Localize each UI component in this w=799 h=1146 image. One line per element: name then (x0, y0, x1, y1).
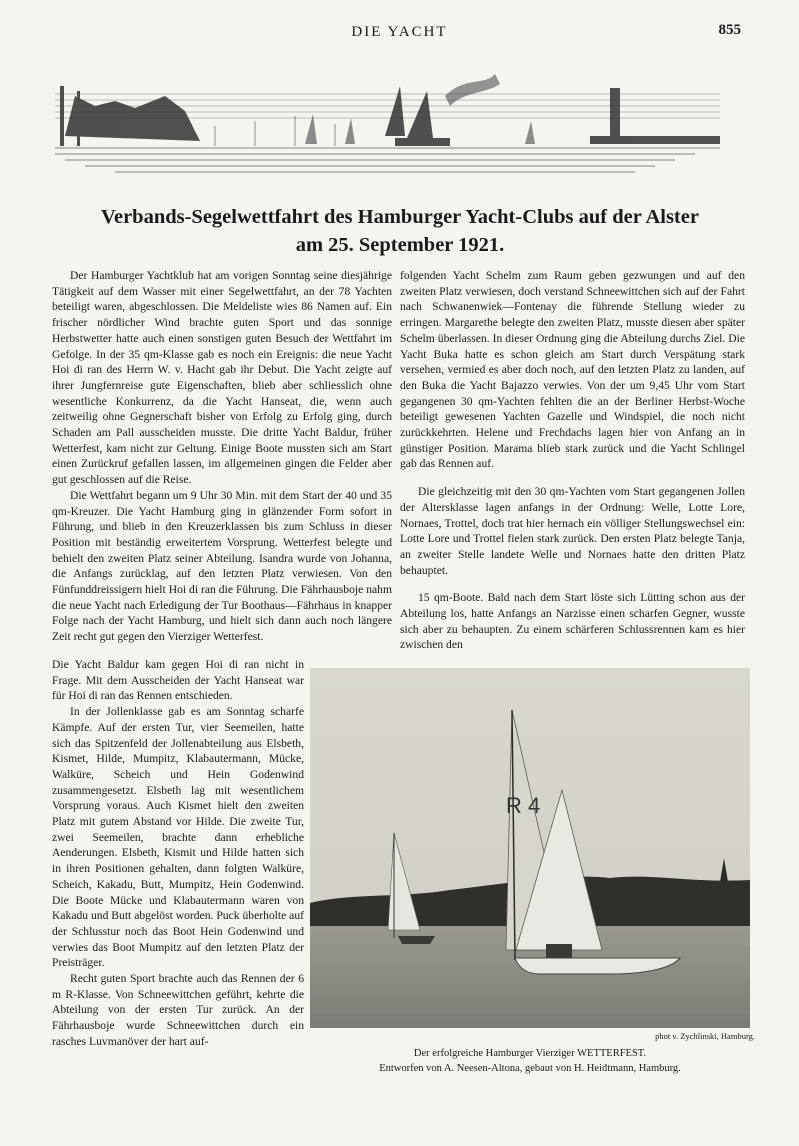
title-line-2: am 25. September 1921. (295, 234, 505, 256)
harbour-illustration (55, 66, 720, 186)
paragraph: Die Wettfahrt begann um 9 Uhr 30 Min. mit dem Start der 40 und 35 qm-Kreuzer. Die Yacht Hamburg ging in glänzender Form sofort in Führung, und blieb in den Kreuzerklassen bis zum Schluss in dieser Position mit beständig erweitertem Vorsprung. Wetterfest belegte und behielt den zweiten Platz seiner Abteilung. Isandra wurde von Johanna, die Anfangs zurücklag, auf den letzten Platz verwiesen. Von den Fünfunddreissigern hielt Hoi di ran die Führung. Die Fährhausboje nahm die neue Yacht nach Erledigung der Tur Boothaus—Fährhaus in knapper Folge nach der Yacht Hamburg, und hielt sich dann auch noch längere Zeit recht gut gegen den Vierziger Wetterfest. (52, 488, 392, 644)
right-column (400, 268, 745, 658)
paragraph: In der Jollenklasse gab es am Sonntag scharfe Kämpfe. Auf der ersten Tur, vier Seemeilen, hatte sich das Spitzenfeld der Jollenabteilung aus Elsbeth, Kismet, Hilde, Mumpitz, Klabautermann, Mücke, Walküre, Scheich und Hein Godenwind zusammengesetzt. Elsbeth lag mit wesentlichem Vorsprung voraus. Auch Kismet hielt den zweiten Platz mit gutem Abstand vor Hilde. Die zweite Tur, zwei Seemeilen, brachte dann erhebliche Aenderungen. Elsbeth, Kismit und Hilde hatten sich in ihren Positionen gehalten, dann folgten Walküre, Scheich, Kakadu, Butt, Mumpitz, Hein Godenwind. Die Boote Mücke und Klabautermann waren von Kakadu und Butt abgelöst worden. Puck überholte auf der Schlusstur noch das Boot Hein Godenwind und verwies das Boot Mumpitz auf den letzten Platz der Preisträger. (52, 705, 304, 970)
title-line-1: Verbands-Segelwettfahrt des Hamburger Yacht-Clubs auf der Alster (101, 206, 699, 228)
photo-credit: phot v. Zychlinski, Hamburg. (655, 1031, 755, 1041)
paragraph: Der Hamburger Yachtklub hat am vorigen Sonntag seine diesjährige Tätigkeit auf dem Wasser mit einer Segelwettfahrt, an der 78 Yachten beteiligt waren, abgeschlossen. Die Meldeliste wies 86 Namen auf. Ein frischer nördlicher Wind brachte guten Sport und das sonnige Herbstwetter hatte auch einen sonstigen guten Besuch der Wettfahrt im Gefolge. In der 35 qm-Klasse gab es noch ein Ereignis: die neue Yacht Hoi di ran des Herrn W. v. Hacht gab ihr Debut. Die Yacht zeigte auf ihrer Jungfernreise gute Eigenschaften, blieb aber schliesslich ohne wesentliche Konkurrenz, da die Yacht Hanseat, die, wenn auch zeitweilig ohne Gegnerschaft bisher von Erfolg zu Erfolg ging, durch Schaden am Pall ausscheiden musste. Die dritte Yacht Baldur, früher Wetterfest, kam nicht zur Geltung. Einige Boote mussten sich am Start einen Zurückruf gefallen lassen, im allgemeinen gingen die Felder aber gut geschlossen auf die Reise. (52, 269, 392, 487)
page-number: 855 (718, 22, 741, 38)
paragraph: Recht guten Sport brachte auch das Rennen der 6 m R-Klasse. Von Schneewittchen geführt, kehrte die Abteilung von der ersten Tur zurück. An der Fährhausboje wurde Schneewittchen durch ein rasches Luvmanöver der hart auf- (52, 972, 304, 1048)
sail-number: R 4 (506, 793, 541, 818)
paragraph: 15 qm-Boote. Bald nach dem Start löste sich Lütting schon aus der Abteilung los, hatte Anfangs an Narzisse einen scharfen Gegner, wusste sich aber zu behaupten. Zu einem schärferen Schlussrennen kam es hier zwischen den (400, 591, 745, 652)
narrow-column (52, 657, 304, 1082)
running-head: DIE YACHT (351, 24, 448, 40)
article-title (40, 203, 760, 259)
caption-line-2: Entworfen von A. Neesen-Altona, gebaut von H. Heidtmann, Hamburg. (379, 1063, 681, 1074)
yacht-photograph (310, 668, 750, 1028)
caption-line-1: Der erfolgreiche Hamburger Vierziger WETTERFEST. (413, 1048, 647, 1059)
paragraph: Die gleichzeitig mit den 30 qm-Yachten vom Start gegangenen Jollen der Altersklasse lagen anfangs in der Ordnung: Welle, Lotte Lore, Nornaes, Trottel, doch trat hier hernach ein völliger Stellungswechsel ein: Lotte Lore und Trottel fielen stark zurück. Den ersten Platz belegte Tanja, an zweiter Stelle landete Welle und Nornaes hatte den dritten Platz behauptet. (400, 485, 745, 577)
paragraph: Die Yacht Baldur kam gegen Hoi di ran nicht in Frage. Mit dem Ausscheiden der Yacht Hanseat war für Hoi di ran das Rennen entschieden. (52, 658, 304, 703)
photo-caption (310, 1046, 750, 1076)
paragraph: folgenden Yacht Schelm zum Raum geben gezwungen und auf den zweiten Platz verwiesen, doch verstand Schneewittchen sich auf der Fahrt nach Schwanenwiek—Fontenay die führende Stellung wieder zu erringen. Margarethe belegte den zweiten Platz, musste diesen aber später Schelm überlassen. In dieser Ordnung ging die Abteilung durchs Ziel. Die Yacht Buka hatte es schon gleich am Start durch Verspätung stark versehen, vermied es aber doch noch, auf den letzten Platz zu landen, auf den Buka die Yacht Bajazzo verwies. Von der um 9,45 Uhr vom Start gegangenen 30 qm-Yachten fehlten die an der Berliner Herbst-Woche beteiligt gewesenen Yachten Gazelle und Windspiel, die noch nicht zurückkehrten. Helene und Frechdachs lagen hier von Anfang an in günstiger Position. Marama blieb stark zurück und die Yacht Schlingel gab das Rennen auf. (400, 269, 745, 471)
